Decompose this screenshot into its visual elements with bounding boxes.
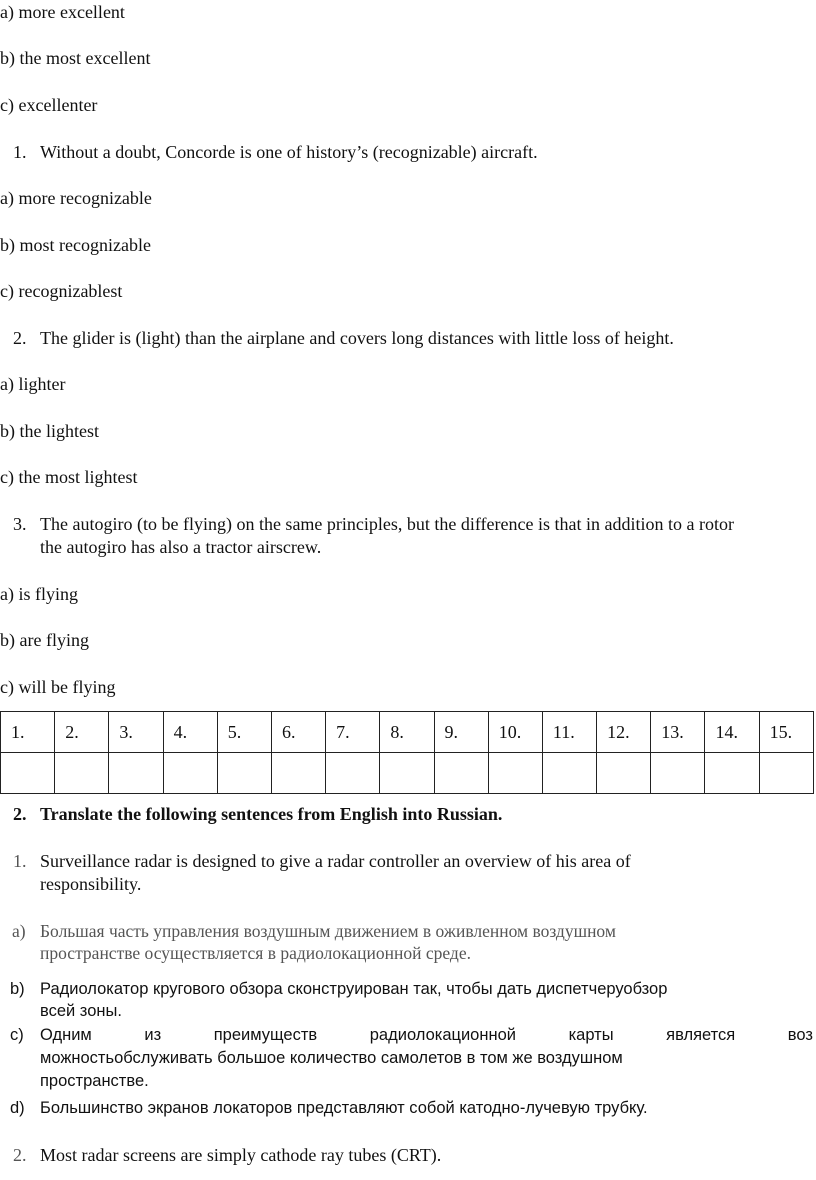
ru-option-c-line1: [40, 1024, 813, 1046]
answer-table-header-cell: 3.: [109, 712, 163, 753]
answer-table-header-cell: 5.: [217, 712, 271, 753]
answer-table-header-cell: 14.: [705, 712, 759, 753]
answer-table-header-cell: 12.: [597, 712, 651, 753]
answer-cell[interactable]: [1, 753, 55, 794]
answer-cell[interactable]: [217, 753, 271, 794]
task-2-title: Translate the following sentences from English into Russian.: [40, 804, 503, 824]
ru-option-c-word: радиолокационной: [369, 1026, 516, 1044]
ru-option-d-label: d): [10, 1099, 25, 1117]
ru-option-c-label: c): [10, 1026, 24, 1044]
answer-cell[interactable]: [759, 753, 813, 794]
answer-table-header-cell: 8.: [380, 712, 434, 753]
ru-option-b-line2: всей зоны.: [40, 1002, 122, 1020]
sentence-1-number: 1.: [13, 851, 27, 871]
ru-option-c-line3: пространстве.: [40, 1072, 149, 1090]
answer-cell[interactable]: [705, 753, 759, 794]
option-q1-b: b) most recognizable: [0, 235, 151, 255]
question-1-text: Without a doubt, Concorde is one of history’s (recognizable) aircraft.: [40, 142, 538, 162]
ru-option-c-word: Одним: [40, 1026, 92, 1044]
answer-table-header-cell: 7.: [326, 712, 380, 753]
answer-table-header-cell: 9.: [434, 712, 488, 753]
option-q2-b: b) the lightest: [0, 421, 99, 441]
ru-option-c-line2: можностьобслуживать большое количество самолетов в том же воздушном: [40, 1049, 623, 1067]
answer-table-header-cell: 10.: [488, 712, 542, 753]
option-q1-a: a) more recognizable: [0, 188, 152, 208]
answer-cell[interactable]: [109, 753, 163, 794]
question-2-text: The glider is (light) than the airplane and covers long distances with little loss of height.: [40, 328, 674, 348]
task-2-number: 2.: [13, 804, 27, 824]
answer-table-header-cell: 13.: [651, 712, 705, 753]
ru-option-c-word: воз: [787, 1026, 813, 1044]
answer-table-answer-row: [1, 753, 814, 794]
answer-cell[interactable]: [271, 753, 325, 794]
ru-option-c-word: преимуществ: [213, 1026, 318, 1044]
option-q2-c: c) the most lightest: [0, 467, 138, 487]
answer-cell[interactable]: [380, 753, 434, 794]
answer-cell[interactable]: [651, 753, 705, 794]
ru-option-a-line2: пространстве осуществляется в радиолокационной среде.: [40, 943, 471, 963]
ru-option-b-label: b): [10, 980, 25, 998]
answer-cell[interactable]: [163, 753, 217, 794]
ru-option-c-word: карты: [568, 1026, 614, 1044]
answer-cell[interactable]: [542, 753, 596, 794]
answer-table-header-cell: 2.: [55, 712, 109, 753]
option-q2-a: a) lighter: [0, 374, 66, 394]
question-3-text-line2: the autogiro has also a tractor airscrew.: [40, 537, 322, 557]
option-q3-c: c) will be flying: [0, 677, 116, 697]
ru-option-a-line1: Большая часть управления воздушным движением в оживленном воздушном: [40, 921, 616, 941]
answer-table-header-cell: 11.: [542, 712, 596, 753]
answer-cell[interactable]: [326, 753, 380, 794]
sentence-2-number: 2.: [13, 1145, 27, 1165]
question-2-number: 2.: [13, 328, 27, 348]
answer-table-header-cell: 4.: [163, 712, 217, 753]
answer-cell[interactable]: [597, 753, 651, 794]
sentence-2-line1: Most radar screens are simply cathode ray tubes (CRT).: [40, 1145, 442, 1165]
answer-cell[interactable]: [55, 753, 109, 794]
ru-option-d-line1: Большинство экранов локаторов представляют собой катодно-лучевую трубку.: [40, 1099, 648, 1117]
sentence-1-line2: responsibility.: [40, 874, 142, 894]
answer-table-header-cell: 15.: [759, 712, 813, 753]
sentence-1-line1: Surveillance radar is designed to give a radar controller an overview of his area of: [40, 851, 631, 871]
answer-cell[interactable]: [488, 753, 542, 794]
option-q0-a: a) more excellent: [0, 2, 125, 22]
ru-option-b-line1: [40, 978, 774, 1000]
question-1-number: 1.: [13, 142, 27, 162]
option-q0-b: b) the most excellent: [0, 48, 151, 68]
ru-option-b-line1-text: Радиолокатор кругового обзора сконструирован так, чтобы дать диспетчеруобзор: [40, 980, 668, 998]
ru-option-a-label: a): [12, 921, 26, 941]
question-3-number: 3.: [13, 514, 27, 534]
ru-option-c-word: из: [144, 1026, 162, 1044]
answer-table-header-cell: 6.: [271, 712, 325, 753]
option-q3-b: b) are flying: [0, 630, 89, 650]
option-q1-c: c) recognizablest: [0, 281, 123, 301]
answer-table: [0, 711, 814, 794]
option-q3-a: a) is flying: [0, 584, 78, 604]
option-q0-c: c) excellenter: [0, 95, 98, 115]
ru-option-c-word: является: [666, 1026, 736, 1044]
answer-table-header-row: [1, 712, 814, 753]
question-3-text-line1: The autogiro (to be flying) on the same principles, but the difference is that in addition to a rotor: [40, 514, 734, 534]
answer-cell[interactable]: [434, 753, 488, 794]
answer-table-header-cell: 1.: [1, 712, 55, 753]
